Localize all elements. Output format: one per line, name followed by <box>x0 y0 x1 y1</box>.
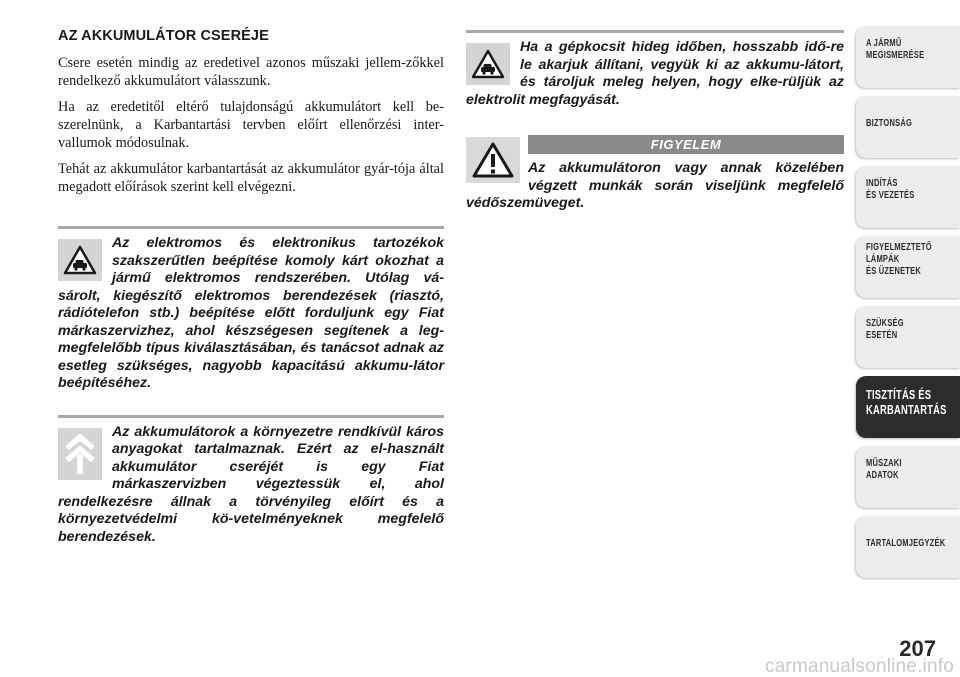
sidebar-tab-warning-lights[interactable] <box>856 236 960 298</box>
danger-triangle-icon <box>466 137 520 183</box>
middle-column <box>466 28 844 213</box>
sidebar-tab-technical[interactable] <box>856 446 960 508</box>
note-cold-weather <box>466 30 844 109</box>
chapter-sidebar <box>856 26 960 586</box>
note-environment <box>58 415 444 547</box>
left-column <box>58 28 444 546</box>
warning-label: FIGYELEM <box>528 135 844 154</box>
watermark-text: carmanualsonline.info <box>764 656 954 677</box>
note-text: Az akkumulátorok a környezetre rendkívül káros anyagokat tartalmaznak. Ezért az el-használt akkumulátor cseréjét is egy Fiat márkaszervizben végeztessük el, ahol rendelkezésre állnak a törvényileg előírt és a környezetvédelmi kö-vetelményeknek megfelelő berendezések. <box>58 423 444 545</box>
car-warning-icon <box>58 239 102 281</box>
environment-chevron-icon <box>58 428 102 480</box>
sidebar-tab-index[interactable] <box>856 516 960 578</box>
paragraph-3: Tehát az akkumulátor karbantartását az akkumulátor gyár-tója által megadott előírások szerint kell elvégezni. <box>58 161 444 195</box>
car-warning-icon <box>466 43 510 85</box>
section-heading: AZ AKKUMULÁTOR CSERÉJE <box>58 28 269 44</box>
tab-label: INDÍTÁS ÉS VEZETÉS <box>866 178 915 201</box>
sidebar-tab-emergency[interactable] <box>856 306 960 368</box>
note-electrical-accessories <box>58 226 444 393</box>
sidebar-tab-starting[interactable] <box>856 166 960 228</box>
tab-label: MŰSZAKI ADATOK <box>866 458 902 481</box>
tab-label: TISZTÍTÁS ÉS KARBANTARTÁS <box>866 388 947 417</box>
note-rule <box>58 415 444 418</box>
note-rule <box>58 226 444 229</box>
sidebar-tab-maintenance[interactable] <box>856 376 960 438</box>
sidebar-tab-safety[interactable] <box>856 96 960 158</box>
paragraph-1: Csere esetén mindig az eredetivel azonos műszaki jellem-zőkkel rendelkező akkumulátort válasszunk. <box>58 55 444 89</box>
page-number: 207 <box>899 636 936 661</box>
tab-label: TARTALOMJEGYZÉK <box>866 538 946 549</box>
tab-label: A JÁRMŰ MEGISMERÉSE <box>866 38 925 61</box>
note-text: Az elektromos és elektronikus tartozékok szakszerűtlen beépítése komoly kárt okozhat a jármű elektromos rendszerében. Utólag vá-sárolt, kiegészítő elektromos berendezések (riasztó, rádiótelefon stb.) beépítése előtt forduljunk egy Fiat márkaszervizhez, ahol készségesen segítenek a leg-megfelelőbb típus kiválasztásában, és tanácsot adnak az esetleg szükséges, nagyobb kapacitású akkumu-látor beépítéséhez. <box>58 235 444 391</box>
tab-label: FIGYELMEZTETŐ LÁMPÁK ÉS ÜZENETEK <box>866 242 932 277</box>
warning-text: Az akkumulátoron vagy annak közelében végzett munkák során viseljünk megfelelő védőszemüveget. <box>466 160 844 211</box>
note-text: Ha a gépkocsit hideg időben, hosszabb idő-re le akarjuk állítani, vegyük ki az akkumu-látort, és tároljuk meleg helyen, hogy elke-rüljük az elektrolit megfagyását. <box>466 39 844 108</box>
warning-box <box>466 135 844 213</box>
tab-label: BIZTONSÁG <box>866 118 913 129</box>
note-rule <box>466 30 844 33</box>
tab-label: SZÜKSÉG ESETÉN <box>866 318 904 341</box>
sidebar-tab-vehicle[interactable] <box>856 26 960 88</box>
paragraph-2: Ha az eredetitől eltérő tulajdonságú akkumulátort kell be-szerelnünk, a Karbantartási tervben előírt ellenőrzési inter-vallumok módosulnak. <box>58 99 444 151</box>
